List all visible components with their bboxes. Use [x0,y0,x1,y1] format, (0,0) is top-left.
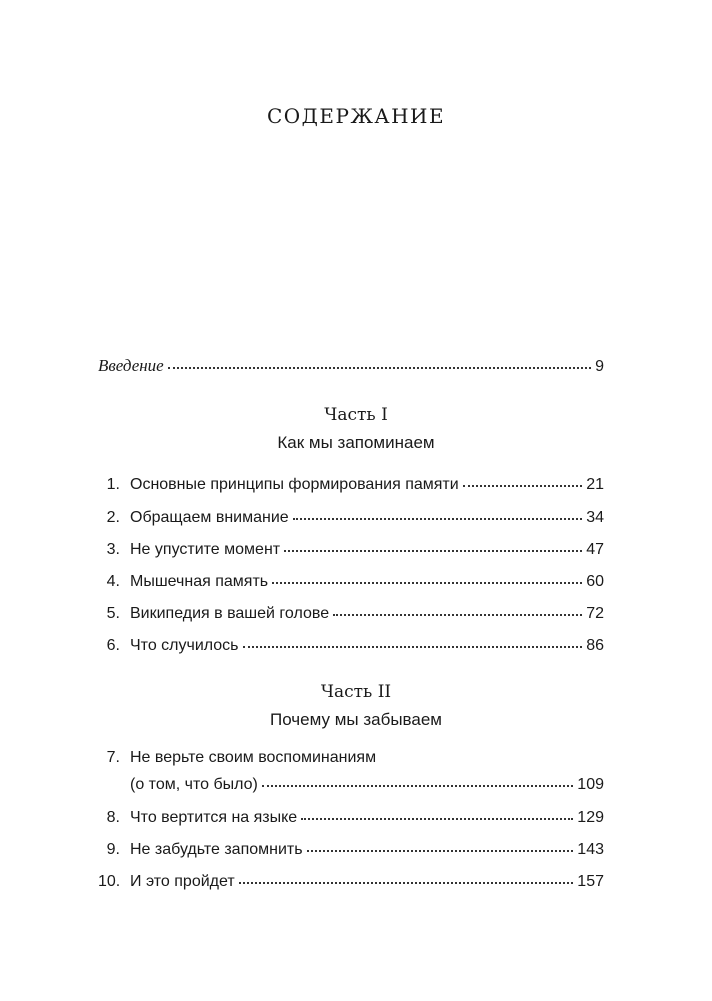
toc-entry-label: Не упустите момент [130,541,281,558]
dot-leader [301,806,573,822]
part-title-block [0,710,712,730]
part-number: Часть I [324,405,388,425]
toc-entry[interactable] [98,634,604,655]
toc-entry-label: Что случилось [130,637,239,654]
toc-entry[interactable] [98,538,604,559]
toc-entry-label: Не верьте своим воспоминаниям [130,749,377,766]
dot-leader [262,773,573,789]
toc-entry[interactable] [98,806,604,827]
toc-entry-first-line[interactable] [98,749,604,767]
dot-leader [463,473,583,489]
toc-entry-page: 60 [586,573,604,590]
toc-entry-page: 157 [577,873,604,890]
toc-entry-continuation[interactable] [130,773,604,794]
dot-leader [293,506,583,522]
toc-entry[interactable] [98,838,604,859]
toc-entry-number: 7. [106,749,120,766]
toc-entry[interactable] [98,473,604,494]
toc-entry-number: 2. [106,509,120,526]
dot-leader [284,538,582,554]
toc-entry-number: 9. [106,841,120,858]
toc-entry-page: 109 [577,776,604,793]
toc-entry-label: Мышечная память [130,573,269,590]
dot-leader [333,602,582,618]
part-number: Часть II [320,682,392,702]
toc-entry-number: 1. [106,476,120,493]
toc-entry-label: Основные принципы формирования памяти [130,476,459,493]
part-heading [0,682,712,702]
toc-entry-page: 47 [586,541,604,558]
dot-leader [307,838,574,854]
dot-leader [243,634,583,650]
toc-entry-page: 86 [586,637,604,654]
toc-entry-label: Что вертится на языке [130,809,298,826]
toc-entry-page: 9 [595,358,604,375]
toc-entry-label: Обращаем внимание [130,509,289,526]
toc-entry[interactable] [98,506,604,527]
toc-entry-number: 4. [106,573,120,590]
toc-entry-label: Википедия в вашей голове [130,605,330,622]
toc-entry-label: И это пройдет [130,873,235,890]
toc-entry-number: 6. [106,637,120,654]
toc-entry[interactable] [98,602,604,623]
toc-entry[interactable] [98,870,604,891]
toc-entry-intro[interactable] [98,355,604,376]
toc-entry-page: 143 [577,841,604,858]
toc-entry-label: Не забудьте запомнить [130,841,303,858]
toc-entry-page: 72 [586,605,604,622]
part-heading [0,405,712,425]
page-title: СОДЕРЖАНИЕ [266,104,446,128]
dot-leader [272,570,582,586]
toc-entry-page: 21 [586,476,604,493]
toc-entry-page: 34 [586,509,604,526]
toc-entry-number: 3. [106,541,120,558]
toc-entry-number: 5. [106,605,120,622]
dot-leader [168,355,591,371]
toc-entry-label-continued: (о том, что было) [130,776,258,793]
part-title: Как мы запоминаем [277,433,435,452]
part-title-block [0,433,712,453]
toc-entry-number: 10. [98,873,121,890]
toc-entry-label: Введение [98,356,164,375]
dot-leader [239,870,574,886]
toc-entry[interactable] [98,570,604,591]
toc-entry-page: 129 [577,809,604,826]
part-title: Почему мы забываем [270,710,442,729]
toc-entry-number: 8. [106,809,120,826]
